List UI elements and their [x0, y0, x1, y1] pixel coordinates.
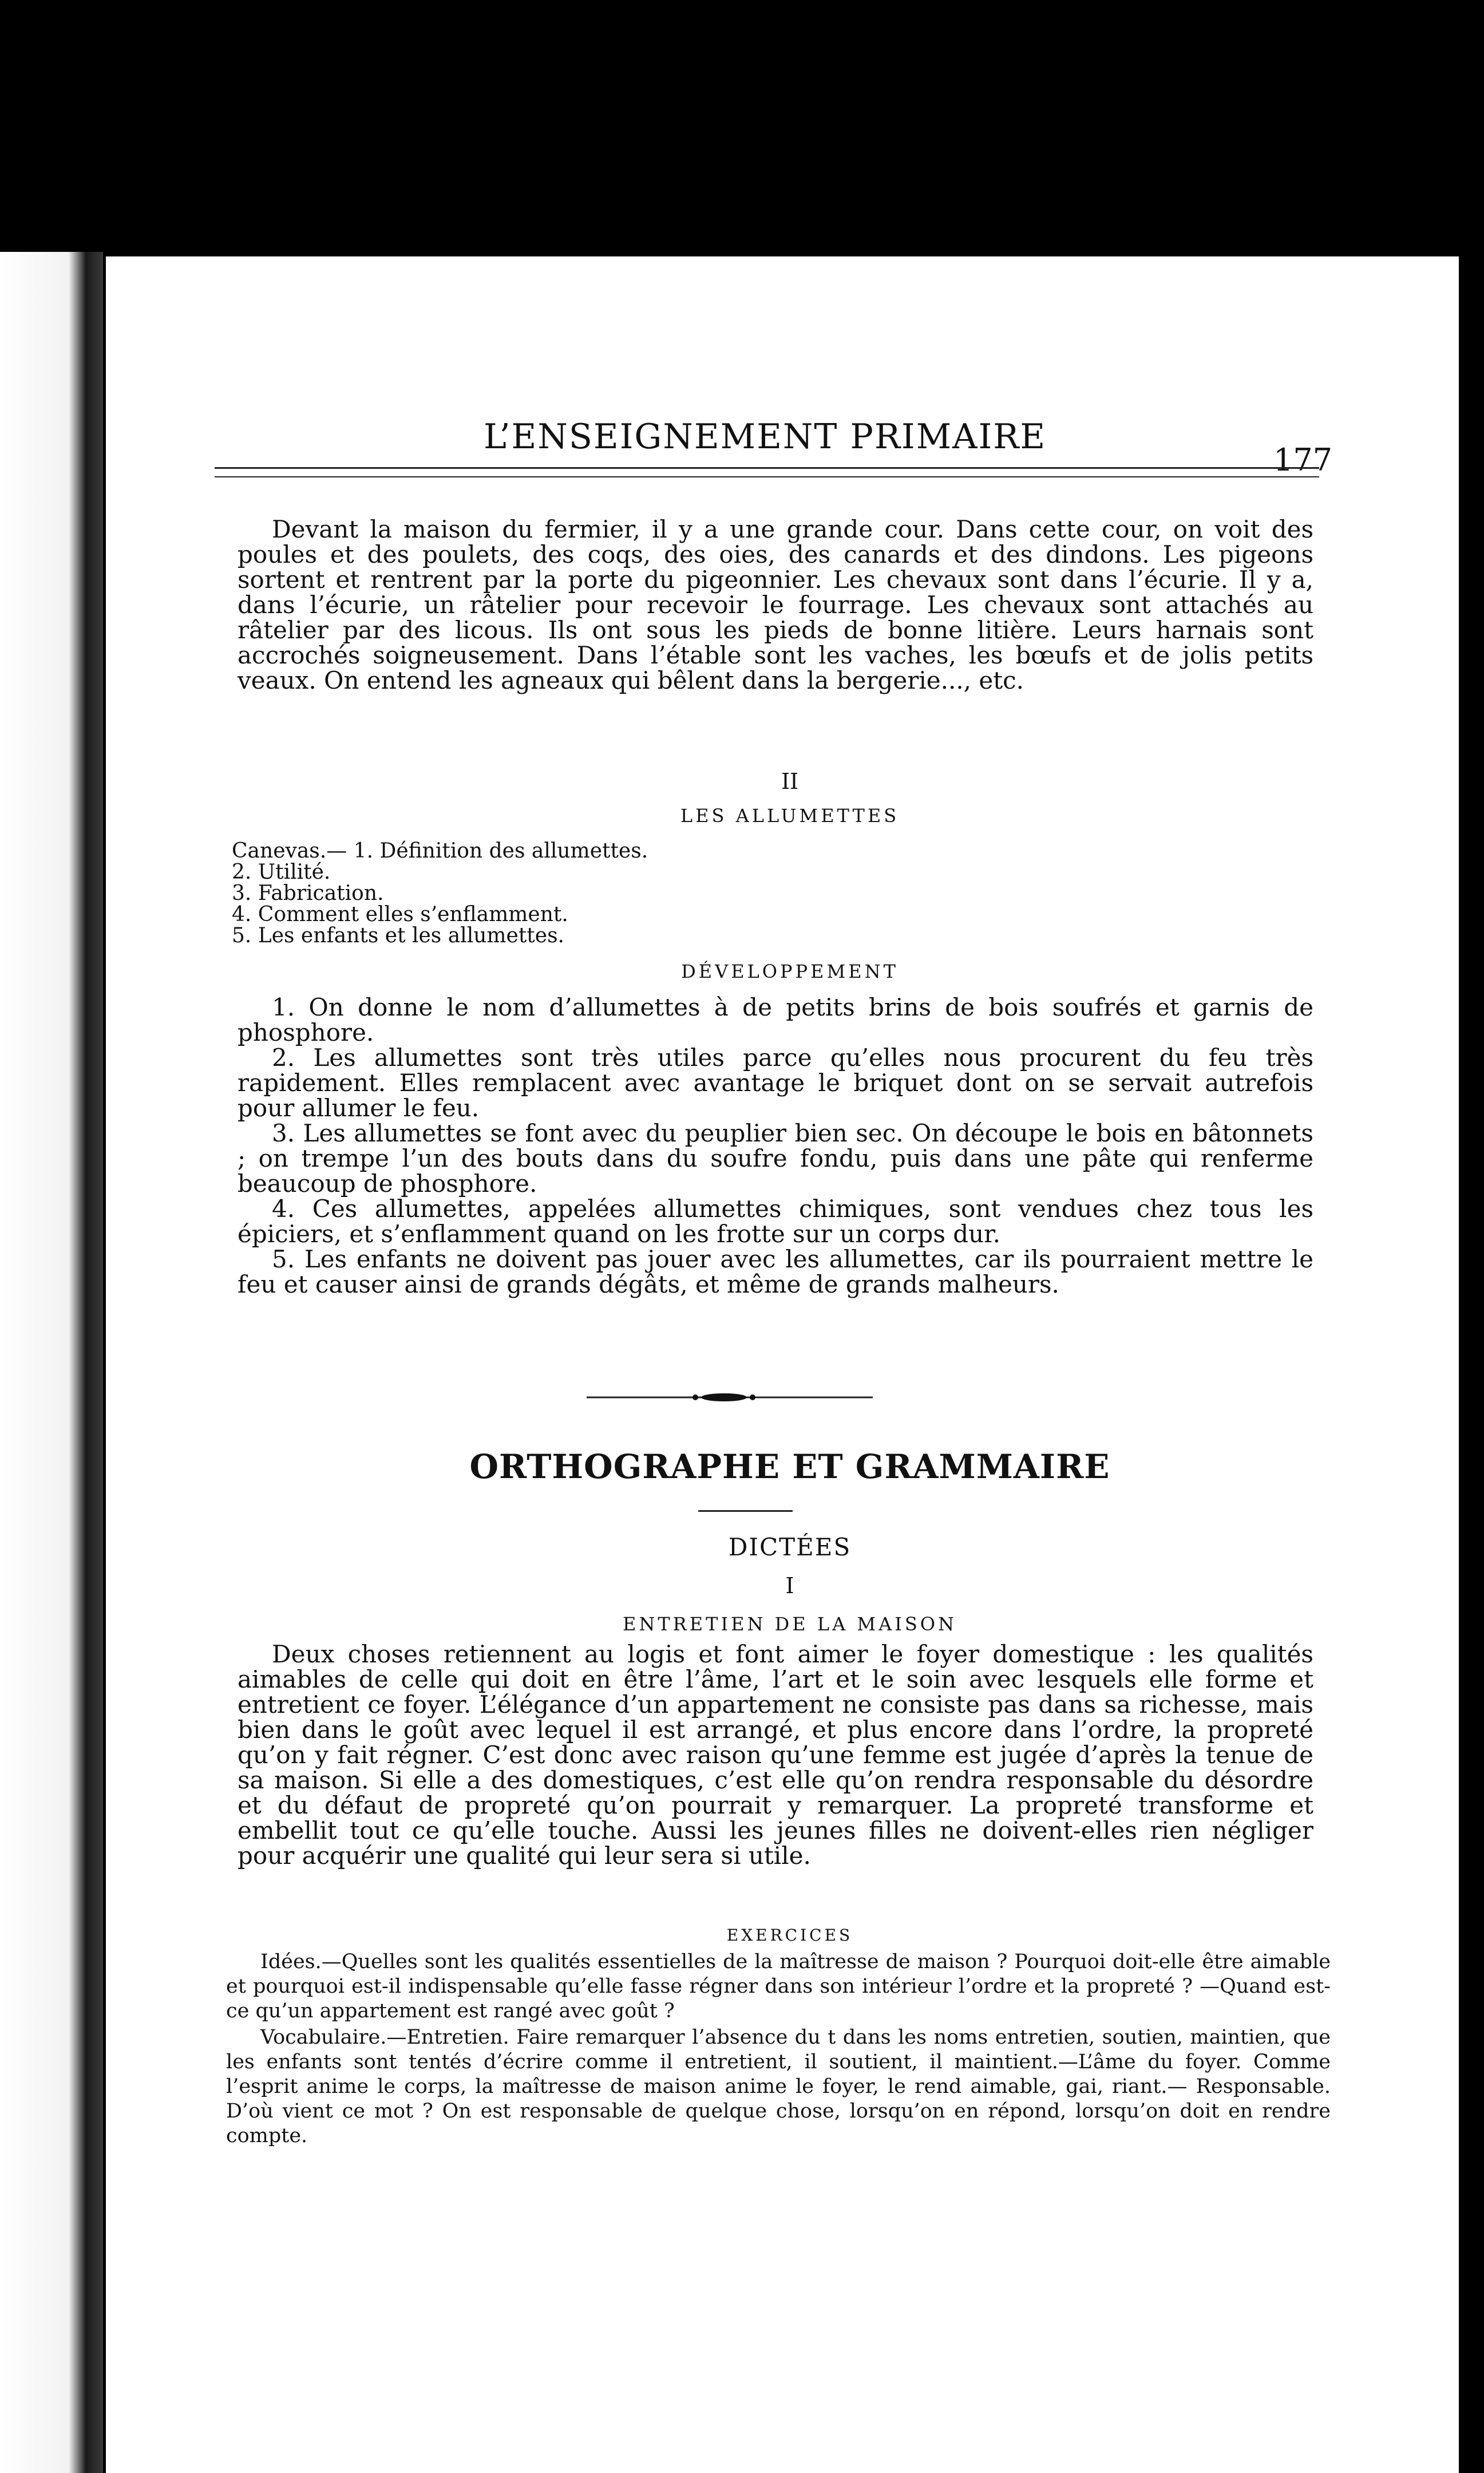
canevas-item: Canevas.— 1. Définition des allumettes.: [232, 839, 648, 863]
exercices-title: EXERCICES: [726, 1926, 853, 1945]
paragraph: 3. Les allumettes se font avec du peuplier bien sec. On découpe le bois en bâtonnets ; on trempe l’un des bouts dans du soufre fondu, puis dans une pâte qui renferme beaucoup de phosphore.: [238, 1119, 1313, 1198]
page-edge: [1459, 256, 1474, 2473]
paragraph: 1. On donne le nom d’allumettes à de petits brins de bois soufrés et garnis de phosphore.: [238, 993, 1313, 1046]
paragraph: 5. Les enfants ne doivent pas jouer avec les allumettes, car ils pourraient mettre le feu et causer ainsi de grands dégâts, et même de grands malheurs.: [238, 1245, 1313, 1298]
exercice-vocabulaire: Vocabulaire.—Entretien. Faire remarquer l’absence du t dans les noms entretien, soutien, maintien, que les enfants sont tentés d’écrire comme il entretient, il soutient, il maintient.—L’âme du foyer. Comme l’esprit anime le corps, la maîtresse de maison anime le foyer, le rend aimable, gai, riant.— Responsable. D’où vient ce mot ? On est responsable de quelque chose, lorsqu’on en répond, lorsqu’on doit en rendre compte.: [226, 2026, 1331, 2147]
book-page: [106, 256, 1474, 2473]
ornament-divider: [587, 1392, 873, 1403]
canevas-list: [232, 840, 747, 946]
dictee-numeral: I: [785, 1573, 794, 1598]
exercice-idees: Idées.—Quelles sont les qualités essentielles de la maîtresse de maison ? Pourquoi doit-elle être aimable et pourquoi est-il indispensable qu’elle fasse régner dans son intérieur l’ordre et la propreté ? —Quand est-ce qu’un appartement est rangé avec goût ?: [226, 1950, 1331, 2022]
canevas-item: 2. Utilité.: [232, 860, 331, 884]
developpement-title: DÉVELOPPEMENT: [681, 961, 899, 982]
dictee-title: ENTRETIEN DE LA MAISON: [622, 1613, 957, 1635]
paragraph: 2. Les allumettes sont très utiles parce qu’elles nous procurent du feu très rapidement. Elles remplacent avec avantage le briquet dont on se servait autrefois pour allumer le feu.: [238, 1044, 1313, 1122]
dictee-text: Deux choses retiennent au logis et font aimer le foyer domestique : les qualités aimables de celle qui doit en être l’âme, l’art et le soin avec lesquels elle forme et entretient ce foyer. L’élégance d’un appartement ne consiste pas dans sa richesse, mais bien dans le goût avec lequel il est arrangé, et plus encore dans l’ordre, la propreté qu’on y fait régner. C’est donc avec raison qu’une femme est jugée d’après la tenue de sa maison. Si elle a des domestiques, c’est elle qu’on rendra responsable du désordre et du défaut de propreté qu’on pourrait y remarquer. La propreté transforme et embellit tout ce qu’elle touche. Aussi les jeunes filles ne doivent-elles rien négliger pour acquérir une qualité qui leur sera si utile.: [238, 1640, 1313, 1870]
running-header: L’ENSEIGNEMENT PRIMAIRE: [484, 417, 1047, 457]
chapter-title: ORTHOGRAPHE ET GRAMMAIRE: [469, 1447, 1110, 1486]
section-numeral: II: [781, 769, 799, 794]
dictees-title: DICTÉES: [728, 1533, 852, 1561]
developpement-body: [238, 995, 1313, 1297]
header-rule: [215, 467, 1319, 477]
page-number: 177: [1273, 442, 1333, 478]
canevas-item: 5. Les enfants et les allumettes.: [232, 924, 564, 947]
intro-paragraph: Devant la maison du fermier, il y a une grande cour. Dans cette cour, on voit des poules et des poulets, des coqs, des oies, des canards et des dindons. Les pigeons sortent et rentrent par la porte du pigeonnier. Les chevaux sont dans l’écurie. Il y a, dans l’écurie, un râtelier pour recevoir le fourrage. Les chevaux sont attachés au râtelier par des licous. Ils ont sous les pieds de bonne litière. Leurs harnais sont accrochés soigneusement. Dans l’étable sont les vaches, les bœufs et de jolis petits veaux. On entend les agneaux qui bêlent dans la bergerie..., etc.: [238, 515, 1313, 694]
section-title: LES ALLUMETTES: [680, 805, 900, 827]
title-rule: [698, 1510, 793, 1512]
paragraph: 4. Ces allumettes, appelées allumettes chimiques, sont vendues chez tous les épiciers, et s’enflamment quand on les frotte sur un corps dur.: [238, 1195, 1313, 1248]
book-spine: [0, 252, 103, 2473]
canevas-item: 4. Comment elles s’enflamment.: [232, 903, 568, 926]
canevas-item: 3. Fabrication.: [232, 882, 384, 905]
